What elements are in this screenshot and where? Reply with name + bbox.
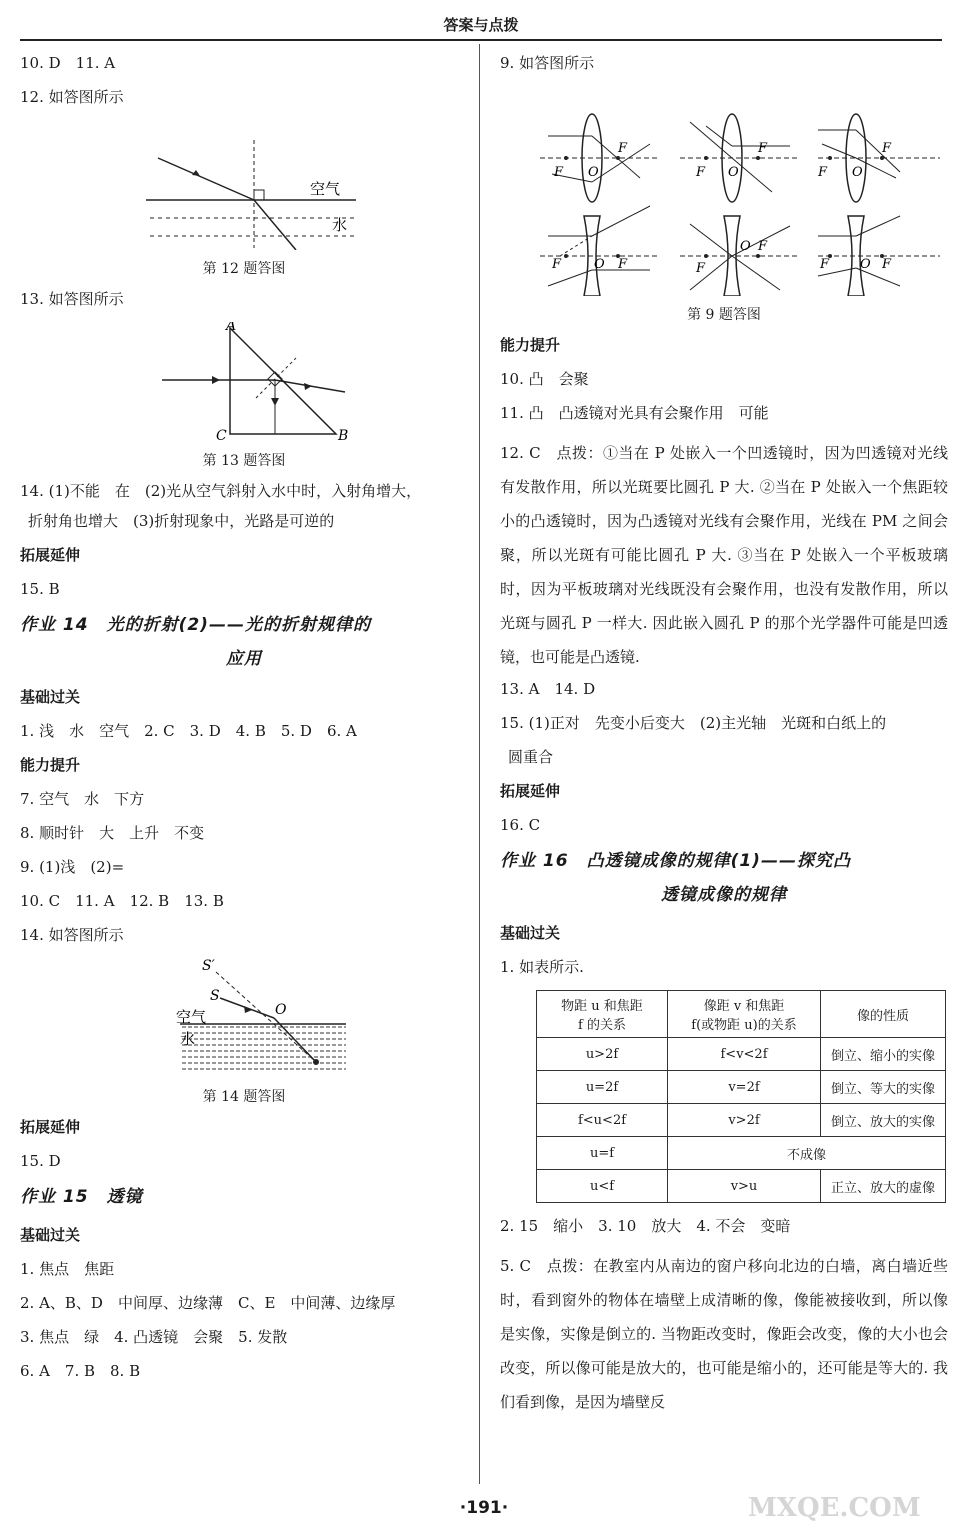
refraction-diagram-14 xyxy=(20,958,460,1078)
svg-text:MXQE.COM: MXQE.COM xyxy=(748,1493,921,1523)
answer-line: 9. (1)浅 (2)= xyxy=(20,858,125,876)
right-column xyxy=(500,52,948,1423)
answer-line: 11. 凸 凸透镜对光具有会聚作用 可能 xyxy=(500,404,769,422)
figure-13 xyxy=(20,322,468,470)
lens-imaging-table xyxy=(536,990,946,1203)
svg-text:O: O xyxy=(588,165,599,180)
table-row: u<f v>u 正立、放大的虚像 xyxy=(537,1170,946,1203)
label-c: C xyxy=(216,428,227,442)
homework-title: 作业 15 透镜 xyxy=(20,1187,143,1207)
concave-lens-diagram xyxy=(818,216,940,296)
answer-line: 13. A 14. D xyxy=(500,680,596,698)
answer-line: 1. 焦点 焦距 xyxy=(20,1260,115,1278)
answer-line: 1. 浅 水 空气 2. C 3. D 4. B 5. D 6. A xyxy=(20,722,357,740)
answer-paragraph: 5. C 点拨：在教室内从南边的窗户移向北边的白墙，离白墙近些时，看到窗外的物体在墙壁上成清晰的像，像能被接收到，所以像是实像，实像是倒立的. 当物距改变时，像距会改变，像的大小也会改变，所以像可能是放大的，也可能是缩小的，还可能是等大的. 我们看到像，是因为墙壁反 xyxy=(500,1257,948,1411)
table-row: u=f 不成像 xyxy=(537,1137,946,1170)
svg-text:O: O xyxy=(728,165,739,180)
answer-line: 14. (1)不能 在 (2)光从空气斜射入水中时，入射角增大， xyxy=(20,482,422,500)
answer-line: 10. C 11. A 12. B 13. B xyxy=(20,892,224,910)
figure-14 xyxy=(20,958,468,1106)
concave-lens-diagram xyxy=(540,206,660,296)
answer-line: 16. C xyxy=(500,816,541,834)
section-heading: 拓展延伸 xyxy=(500,782,561,800)
table-row: u>2f f<v<2f 倒立、缩小的实像 xyxy=(537,1038,946,1071)
answer-line: 15. (1)正对 先变小后变大 (2)主光轴 光斑和白纸上的 xyxy=(500,714,887,732)
label-water: 水 xyxy=(180,1030,196,1048)
svg-text:O: O xyxy=(740,239,751,254)
svg-text:O: O xyxy=(852,165,863,180)
answer-line: 9. 如答图所示 xyxy=(500,54,595,72)
answer-line: 2. A、B、D 中间厚、边缘薄 C、E 中间薄、边缘厚 xyxy=(20,1294,396,1312)
answer-line: 15. D xyxy=(20,1152,61,1170)
table-row: f<u<2f v>2f 倒立、放大的实像 xyxy=(537,1104,946,1137)
section-heading: 拓展延伸 xyxy=(20,1118,81,1136)
page-number: ·191· xyxy=(459,1498,509,1518)
svg-text:O: O xyxy=(860,257,871,272)
svg-text:F: F xyxy=(696,165,706,180)
svg-text:F: F xyxy=(820,257,830,272)
svg-text:F: F xyxy=(818,165,828,180)
answer-line: 1. 如表所示. xyxy=(500,958,584,976)
label-b: B xyxy=(338,428,349,442)
figure-caption: 第 12 题答图 xyxy=(202,261,286,277)
answer-line: 12. 如答图所示 xyxy=(20,88,124,106)
section-heading: 基础过关 xyxy=(500,924,561,942)
column-divider xyxy=(479,44,480,1484)
answer-line: 8. 顺时针 大 上升 不变 xyxy=(20,824,205,842)
homework-title: 应用 xyxy=(226,649,262,669)
svg-text:F: F xyxy=(882,141,892,156)
convex-lens-diagram xyxy=(540,114,660,202)
refraction-diagram-12 xyxy=(20,120,460,250)
svg-text:F: F xyxy=(554,165,564,180)
left-column xyxy=(20,52,468,1394)
section-heading: 能力提升 xyxy=(20,756,81,774)
homework-title: 作业 14 光的折射(2)——光的折射规律的 xyxy=(20,615,371,635)
svg-text:F: F xyxy=(618,141,628,156)
section-heading: 拓展延伸 xyxy=(20,546,81,564)
label-air: 空气 xyxy=(310,180,341,198)
label-a: A xyxy=(226,322,237,334)
answer-line: 3. 焦点 绿 4. 凸透镜 会聚 5. 发散 xyxy=(20,1328,288,1346)
answer-line: 14. 如答图所示 xyxy=(20,926,124,944)
svg-text:F: F xyxy=(758,141,768,156)
answer-line: 折射角也增大 (3)折射现象中，光路是可逆的 xyxy=(28,512,335,530)
watermark-logo xyxy=(738,1446,948,1526)
svg-text:F: F xyxy=(882,257,892,272)
figure-caption: 第 14 题答图 xyxy=(202,1089,286,1105)
answer-line: 10. D 11. A xyxy=(20,54,116,72)
homework-title: 透镜成像的规律 xyxy=(661,885,787,905)
svg-text:F: F xyxy=(618,257,628,272)
convex-lens-diagram xyxy=(680,114,800,202)
prism-diagram-13 xyxy=(20,322,460,442)
header-rule xyxy=(20,39,942,41)
section-heading: 基础过关 xyxy=(20,688,81,706)
label-s: S xyxy=(210,988,220,1004)
figure-12 xyxy=(20,120,468,278)
label-o: O xyxy=(275,1002,287,1018)
answer-line: 2. 15 缩小 3. 10 放大 4. 不会 变暗 xyxy=(500,1217,791,1235)
svg-text:F: F xyxy=(758,239,768,254)
convex-lens-diagram xyxy=(817,114,940,202)
section-heading: 能力提升 xyxy=(500,336,561,354)
label-water: 水 xyxy=(332,216,348,234)
svg-text:F: F xyxy=(552,257,562,272)
answer-line: 圆重合 xyxy=(508,748,554,766)
label-s-prime: S′ xyxy=(202,958,215,974)
label-air: 空气 xyxy=(176,1008,207,1026)
figure-caption: 第 9 题答图 xyxy=(687,307,761,323)
answer-paragraph: 12. C 点拨：①当在 P 处嵌入一个凹透镜时，因为凹透镜对光线有发散作用，所以光斑要比圆孔 P 大. ②当在 P 处嵌入一个焦距较小的凸透镜时，因为凸透镜对光线有会聚作用，光线在 PM 之间会聚，所以光斑有可能比圆孔 P 大. ③当在 P 处嵌入一个平板玻璃时，因为平板玻璃对光线既没有会聚作用，也没有发散作用，所以光斑与圆孔 P 一样大. 因此嵌入圆孔 P 的那个光学器件可能是凹透镜，也可能是凸透镜. xyxy=(500,444,948,666)
answer-line: 10. 凸 会聚 xyxy=(500,370,589,388)
concave-lens-diagram xyxy=(680,216,800,296)
svg-text:O: O xyxy=(594,257,605,272)
answer-line: 13. 如答图所示 xyxy=(20,290,124,308)
lens-diagrams-9 xyxy=(500,86,948,296)
table-row: u=2f v=2f 倒立、等大的实像 xyxy=(537,1071,946,1104)
answer-line: 6. A 7. B 8. B xyxy=(20,1362,141,1380)
table-header-row: 物距 u 和焦距 f 的关系 像距 v 和焦距 f(或物距 u)的关系 像的性质 xyxy=(537,991,946,1038)
section-heading: 基础过关 xyxy=(20,1226,81,1244)
answer-line: 15. B xyxy=(20,580,60,598)
figure-caption: 第 13 题答图 xyxy=(202,453,286,469)
svg-text:F: F xyxy=(696,261,706,276)
figure-9 xyxy=(500,86,948,324)
homework-title: 作业 16 凸透镜成像的规律(1)——探究凸 xyxy=(500,851,851,871)
answer-line: 7. 空气 水 下方 xyxy=(20,790,145,808)
page-header: 答案与点拨 xyxy=(443,16,519,34)
